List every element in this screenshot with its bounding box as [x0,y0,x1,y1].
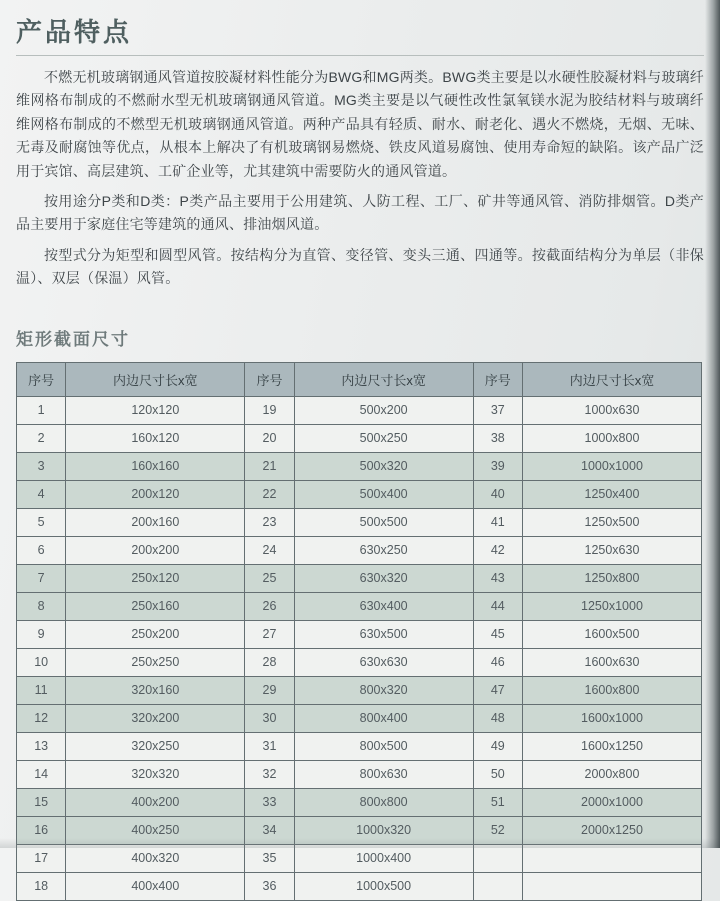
size-cell: 500x500 [294,508,473,536]
size-cell: 1600x1250 [522,732,701,760]
serial-cell: 4 [17,480,66,508]
table-row [17,676,702,704]
size-cell: 800x800 [294,788,473,816]
serial-cell: 41 [473,508,522,536]
size-table-body [17,396,702,900]
serial-cell: 5 [17,508,66,536]
table-row [17,648,702,676]
photo-right-edge-shadow [705,0,720,848]
size-cell: 400x320 [66,844,245,872]
serial-cell: 32 [245,760,294,788]
size-cell: 630x630 [294,648,473,676]
size-cell: 1000x630 [522,396,701,424]
size-cell: 500x200 [294,396,473,424]
size-cell: 160x120 [66,424,245,452]
size-cell: 1600x1000 [522,704,701,732]
table-row [17,788,702,816]
serial-cell: 36 [245,872,294,900]
page-title: 产品特点 [16,17,133,47]
table-row [17,592,702,620]
serial-cell: 22 [245,480,294,508]
serial-cell: 11 [17,676,66,704]
size-table [16,362,702,901]
serial-cell: 51 [473,788,522,816]
size-cell: 250x200 [66,620,245,648]
serial-cell: 18 [17,872,66,900]
serial-cell: 35 [245,844,294,872]
serial-cell: 8 [17,592,66,620]
serial-cell: 39 [473,452,522,480]
table-row [17,396,702,424]
size-cell: 320x200 [66,704,245,732]
table-header-cell: 内边尺寸长x宽 [66,362,245,396]
title-divider [16,55,704,56]
serial-cell: 37 [473,396,522,424]
table-row [17,452,702,480]
size-cell: 800x320 [294,676,473,704]
paragraph: 按型式分为矩型和圆型风管。按结构分为直管、变径管、变头三通、四通等。按截面结构分为单层（非保温）、双层（保温）风管。 [16,246,704,287]
serial-cell: 24 [245,536,294,564]
size-cell: 200x120 [66,480,245,508]
serial-cell: 12 [17,704,66,732]
size-table-head [17,362,702,396]
serial-cell: 31 [245,732,294,760]
serial-cell: 10 [17,648,66,676]
size-cell: 400x200 [66,788,245,816]
size-cell: 250x250 [66,648,245,676]
size-cell: 200x160 [66,508,245,536]
size-cell: 1600x630 [522,648,701,676]
size-cell: 400x400 [66,872,245,900]
serial-cell: 1 [17,396,66,424]
size-cell: 630x320 [294,564,473,592]
table-header-cell: 序号 [473,362,522,396]
serial-cell: 15 [17,788,66,816]
serial-cell: 26 [245,592,294,620]
size-cell: 1000x320 [294,816,473,844]
size-cell: 630x400 [294,592,473,620]
serial-cell: 50 [473,760,522,788]
serial-cell: 44 [473,592,522,620]
size-cell: 630x250 [294,536,473,564]
size-cell: 1250x800 [522,564,701,592]
table-header-row [17,362,702,396]
table-row [17,760,702,788]
size-cell: 1000x1000 [522,452,701,480]
size-cell: 1600x500 [522,620,701,648]
size-cell: 1000x500 [294,872,473,900]
table-row [17,424,702,452]
size-cell: 320x160 [66,676,245,704]
table-header-cell: 内边尺寸长x宽 [294,362,473,396]
size-cell: 2000x1000 [522,788,701,816]
table-row [17,844,702,872]
serial-cell: 14 [17,760,66,788]
paragraph: 不燃无机玻璃钢通风管道按胶凝材料性能分为BWG和MG两类。BWG类主要是以水硬性胶凝材料与玻璃纤维网格布制成的不燃耐水型无机玻璃钢通风管道。MG类主要是以气硬性改性氯氧镁水泥为胶结材料与玻璃纤维网格布制成的不燃型无机玻璃钢通风管道。两种产品具有轻质、耐水、耐老化、遇火不燃烧，无烟、无味、无毒及耐腐蚀等优点，从根本上解决了有机玻璃钢易燃烧、铁皮风道易腐蚀、使用寿命短的缺陷。该产品广泛用于宾馆、高层建筑、工矿企业等，尤其建筑中需要防火的通风管道。 [16,69,704,179]
size-cell: 320x250 [66,732,245,760]
size-cell: 630x500 [294,620,473,648]
size-cell: 500x400 [294,480,473,508]
size-cell: 800x630 [294,760,473,788]
serial-cell: 46 [473,648,522,676]
table-row [17,564,702,592]
serial-cell: 34 [245,816,294,844]
serial-cell: 47 [473,676,522,704]
table-header-cell: 序号 [245,362,294,396]
table-row [17,536,702,564]
table-row [17,732,702,760]
serial-cell: 21 [245,452,294,480]
table-row [17,480,702,508]
feature-paragraphs [16,66,704,291]
size-cell: 160x160 [66,452,245,480]
size-cell: 800x500 [294,732,473,760]
serial-cell: 45 [473,620,522,648]
size-cell: 2000x800 [522,760,701,788]
serial-cell: 6 [17,536,66,564]
size-cell: 1250x630 [522,536,701,564]
section-title: 矩形截面尺寸 [16,329,130,349]
table-header-cell: 内边尺寸长x宽 [522,362,701,396]
serial-cell: 29 [245,676,294,704]
serial-cell: 13 [17,732,66,760]
serial-cell: 20 [245,424,294,452]
serial-cell: 42 [473,536,522,564]
serial-cell: 40 [473,480,522,508]
size-cell: 200x200 [66,536,245,564]
size-cell: 250x160 [66,592,245,620]
serial-cell: 30 [245,704,294,732]
serial-cell: 33 [245,788,294,816]
serial-cell: 17 [17,844,66,872]
serial-cell: 9 [17,620,66,648]
serial-cell: 38 [473,424,522,452]
table-row [17,508,702,536]
page-content [16,10,704,901]
serial-cell [473,844,522,872]
serial-cell [473,872,522,900]
serial-cell: 48 [473,704,522,732]
size-cell: 320x320 [66,760,245,788]
size-cell: 120x120 [66,396,245,424]
size-cell: 1250x500 [522,508,701,536]
serial-cell: 7 [17,564,66,592]
table-row [17,872,702,900]
size-cell: 250x120 [66,564,245,592]
size-cell: 2000x1250 [522,816,701,844]
serial-cell: 16 [17,816,66,844]
size-cell: 500x320 [294,452,473,480]
serial-cell: 3 [17,452,66,480]
size-cell: 1000x400 [294,844,473,872]
serial-cell: 2 [17,424,66,452]
serial-cell: 27 [245,620,294,648]
size-cell: 400x250 [66,816,245,844]
size-cell: 800x400 [294,704,473,732]
size-cell: 1250x1000 [522,592,701,620]
serial-cell: 25 [245,564,294,592]
serial-cell: 28 [245,648,294,676]
size-cell: 1250x400 [522,480,701,508]
serial-cell: 49 [473,732,522,760]
paragraph: 按用途分P类和D类：P类产品主要用于公用建筑、人防工程、工厂、矿井等通风管、消防排烟管。D类产品主要用于家庭住宅等建筑的通风、排油烟风道。 [16,193,704,233]
table-row [17,704,702,732]
size-cell [522,844,701,872]
serial-cell: 43 [473,564,522,592]
size-cell [522,872,701,900]
serial-cell: 23 [245,508,294,536]
size-cell: 500x250 [294,424,473,452]
size-cell: 1000x800 [522,424,701,452]
serial-cell: 52 [473,816,522,844]
table-row [17,620,702,648]
size-cell: 1600x800 [522,676,701,704]
table-header-cell: 序号 [17,362,66,396]
table-row [17,816,702,844]
serial-cell: 19 [245,396,294,424]
